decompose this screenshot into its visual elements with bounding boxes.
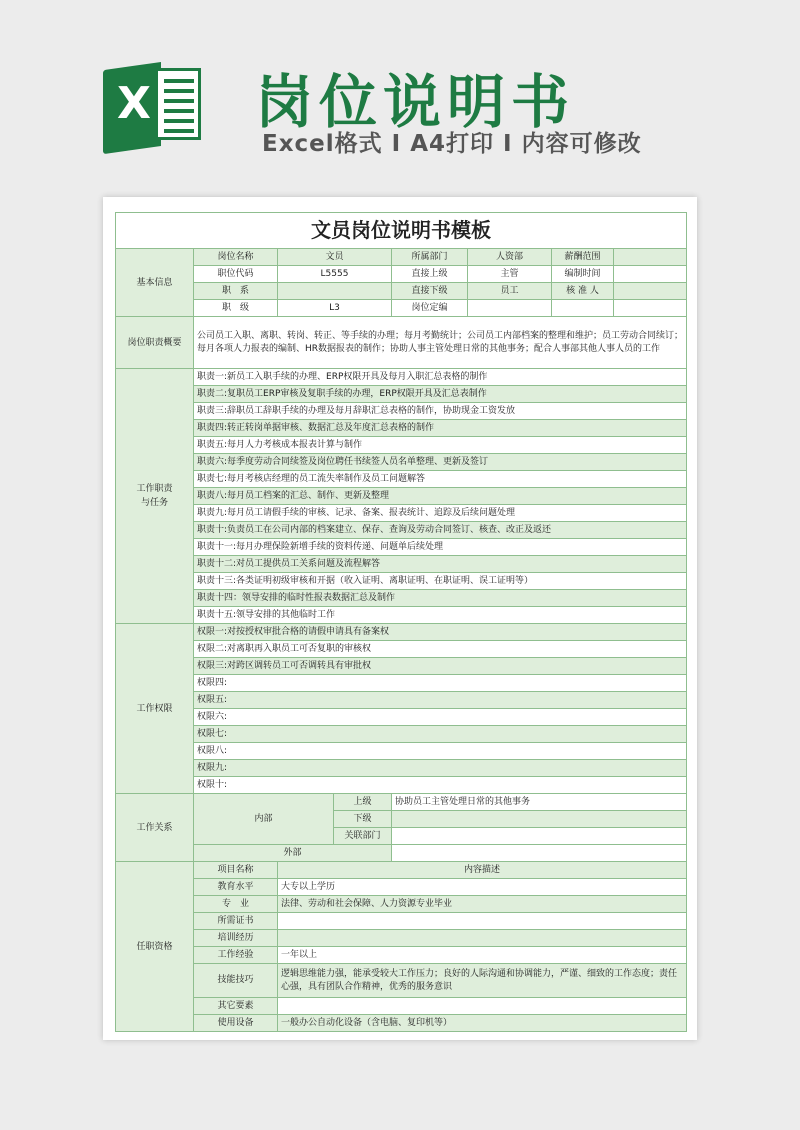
qualification-value[interactable] — [278, 998, 687, 1015]
section-qualification: 任职资格 — [116, 862, 194, 1032]
authority-item[interactable]: 权限五: — [194, 692, 687, 709]
qualification-value[interactable]: 法律、劳动和社会保障、人力资源专业毕业 — [278, 896, 687, 913]
qualification-value[interactable]: 逻辑思维能力强，能承受较大工作压力；良好的人际沟通和协调能力，严谨、细致的工作态度；责任心强，具有团队合作精神，优秀的服务意识 — [278, 964, 687, 998]
qualification-value[interactable]: 一年以上 — [278, 947, 687, 964]
authority-item[interactable]: 权限四: — [194, 675, 687, 692]
qualification-value[interactable] — [278, 913, 687, 930]
relation-external: 外部 — [194, 845, 392, 862]
qualification-value[interactable] — [278, 930, 687, 947]
section-authority: 工作权限 — [116, 624, 194, 794]
duty-item[interactable]: 职责四:转正转岗单据审核、数据汇总及年度汇总表格的制作 — [194, 420, 687, 437]
authority-item[interactable]: 权限七: — [194, 726, 687, 743]
banner — [0, 0, 800, 190]
duty-item[interactable]: 职责九:每月员工请假手续的审核、记录、备案、报表统计、追踪及后续问题处理 — [194, 505, 687, 522]
qualification-value[interactable]: 一般办公自动化设备（含电脑、复印机等） — [278, 1015, 687, 1032]
duty-item[interactable]: 职责十一:每月办理保险新增手续的资料传递、问题单后续处理 — [194, 539, 687, 556]
banner-title: 岗位说明书 — [255, 68, 576, 136]
duty-item[interactable]: 职责五:每月人力考核成本报表计算与制作 — [194, 437, 687, 454]
duty-item[interactable]: 职责十三:各类证明初级审核和开据（收入证明、离职证明、在职证明、误工证明等） — [194, 573, 687, 590]
relation-value[interactable] — [392, 811, 687, 828]
excel-logo-icon: X — [103, 62, 203, 146]
section-overview: 岗位职责概要 — [116, 317, 194, 369]
duty-item[interactable]: 职责二:复职员工ERP审核及复职手续的办理，ERP权限开具及汇总表制作 — [194, 386, 687, 403]
duty-item[interactable]: 职责一:新员工入职手续的办理、ERP权限开具及每月入职汇总表格的制作 — [194, 369, 687, 386]
overview-text[interactable]: 公司员工入职、离职、转岗、转正、等手续的办理；每月考勤统计；公司员工内部档案的整理和维护；员工劳动合同续订；每月各项人力报表的编制、HR数据报表的制作；协助人事主管处理日常的其他事务；配合人事部其他人事人员的工作 — [194, 317, 687, 369]
relation-value[interactable]: 协助员工主管处理日常的其他事务 — [392, 794, 687, 811]
document-sheet — [103, 197, 697, 1040]
section-duties: 工作职责与任务 — [116, 369, 194, 624]
banner-subtitle: Excel格式 I A4打印 I 内容可修改 — [262, 131, 642, 157]
duty-item[interactable]: 职责六:每季度劳动合同续签及岗位聘任书续签人员名单整理、更新及签订 — [194, 454, 687, 471]
duty-item[interactable]: 职责十四：领导安排的临时性报表数据汇总及制作 — [194, 590, 687, 607]
duty-item[interactable]: 职责十:负责员工在公司内部的档案建立、保存、查询及劳动合同签订、核查、改正及返还 — [194, 522, 687, 539]
authority-item[interactable]: 权限八: — [194, 743, 687, 760]
duty-item[interactable]: 职责十二:对员工提供员工关系问题及流程解答 — [194, 556, 687, 573]
duty-item[interactable]: 职责八:每月员工档案的汇总、制作、更新及整理 — [194, 488, 687, 505]
authority-item[interactable]: 权限二:对离职再入职员工可否复职的审核权 — [194, 641, 687, 658]
duty-item[interactable]: 职责三:辞职员工辞职手续的办理及每月辞职汇总表格的制作，协助现金工资发放 — [194, 403, 687, 420]
authority-item[interactable]: 权限一:对按授权审批合格的请假申请具有备案权 — [194, 624, 687, 641]
duty-item[interactable]: 职责十五:领导安排的其他临时工作 — [194, 607, 687, 624]
section-relations: 工作关系 — [116, 794, 194, 862]
authority-item[interactable]: 权限十: — [194, 777, 687, 794]
section-basic: 基本信息 — [116, 249, 194, 317]
authority-item[interactable]: 权限三:对跨区调转员工可否调转具有审批权 — [194, 658, 687, 675]
job-description-table: 文员岗位说明书模板 基本信息 岗位名称 文员 所属部门 人资部 薪酬范围 职位代码 L5555 直接上级 主管 编制时间 职 系 直接下级 员工 核 准 人 职 级 L3 岗位定编 岗位职责概要 公司员工入职、离职、转岗、转正、等手续的办理；每月考勤统计；公司员工内部档案的整理和维护；员工劳动合同续订；每月各项人力报表的编制、HR数据报表的制作；协助人事主管处理日常的其他事务；配合人事部其他人事人员的工作 工作职责与任务 职责一:新员工入职手续的办理、ERP权限开具及每月入职汇总表格的制作 职责二:复职员工ERP审核及复职手续的办理，ERP权限开具及汇总表制作 职责三:辞职员工辞职手续的办理及每月辞职汇总表格的制作，协助现金工资发放 职责四:转正转岗单据审核、数据汇总及年度汇总表格的制作 职责五:每月人力考核成本报表计算与制作 职责六:每季度劳动合同续签及岗位聘任书续签人员名单整理、更新及签订 职责七:每月考核店经理的员工流失率制作及员工问题解答 职责八:每月员工档案的汇总、制作、更新及整理 职责九:每月员工请假手续的审核、记录、备案、报表统计、追踪及后续问题处理 职责十:负责员工在公司内部的档案建立、保存、查询及劳动合同签订、核查、改正及返还 职责十一:每月办理保险新增手续的资料传递、问题单后续处理 职责十二:对员工提供员工关系问题及流程解答 职责十三:各类证明初级审核和开据（收入证明、离职证明、在职证明、误工证明等） 职责十四：领导安排的临时性报表数据汇总及制作 职责十五:领导安排的其他临时工作 工作权限 权限一:对按授权审批合格的请假申请具有备案权 权限二:对离职再入职员工可否复职的审核权 权限三:对跨区调转员工可否调转具有审批权 权限四: 权限五: 权限六: 权限七: 权限八: 权限九: 权限十: 工作关系 内部 上级 协助员工主管处理日常的其他事务 下级 关联部门 外部 任职资格 项目名称 内容描述 教育水平 大专以上学历 专 业 法律、劳动和社会保障、人力资源专业毕业 所需证书 培训经历 工作经验 一年以上 技能技巧 逻辑思维能力强，能承受较大工作压力；良好的人际沟通和协调能力，严谨、细致的工作态度；责任心强，具有团队合作精神，优秀的服务意识 其它要素 使用设备 一般办公自动化设备（含电脑、复印机等） — [115, 212, 687, 1032]
document-title: 文员岗位说明书模板 — [116, 213, 687, 249]
qualification-value[interactable]: 大专以上学历 — [278, 879, 687, 896]
authority-item[interactable]: 权限九: — [194, 760, 687, 777]
authority-item[interactable]: 权限六: — [194, 709, 687, 726]
relation-internal: 内部 — [194, 794, 334, 845]
duty-item[interactable]: 职责七:每月考核店经理的员工流失率制作及员工问题解答 — [194, 471, 687, 488]
relation-value[interactable] — [392, 845, 687, 862]
relation-value[interactable] — [392, 828, 687, 845]
